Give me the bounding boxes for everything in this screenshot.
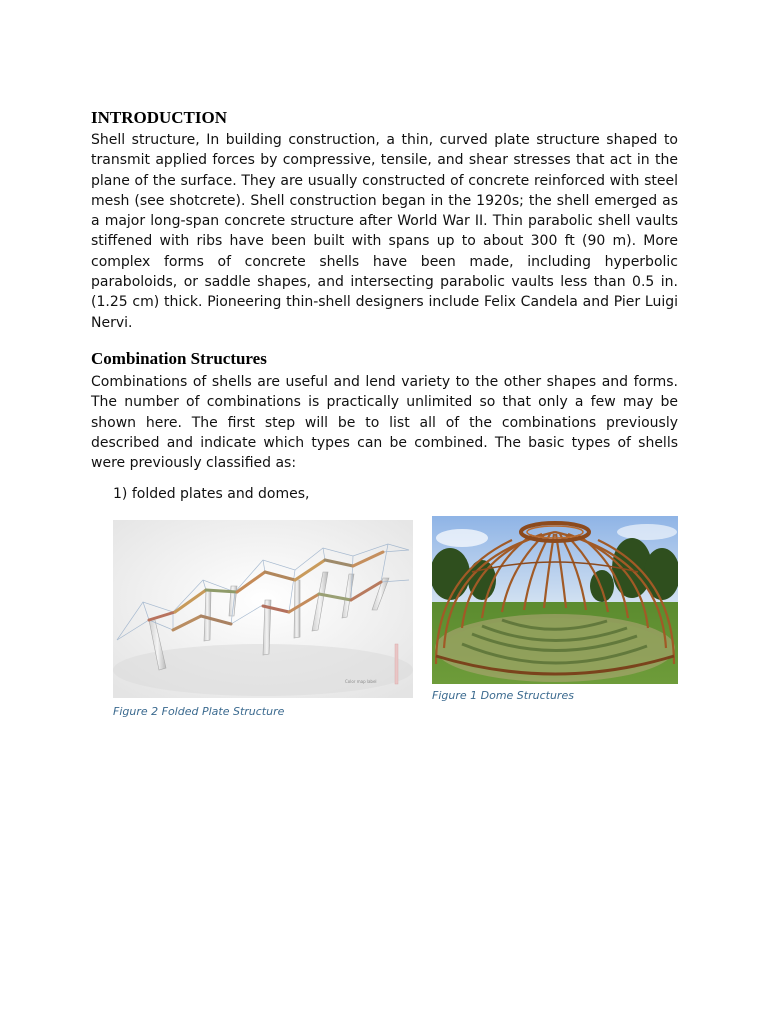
combination-heading: Combination Structures (91, 349, 267, 368)
folded-plate-caption: Figure 2 Folded Plate Structure (113, 705, 285, 718)
stress-legend-label: Color map label (345, 679, 377, 684)
combination-paragraph: Combinations of shells are useful and lend variety to the other shapes and forms. The number of combinations is practically unlimited so that only a few may be shown here. The first step will be to list all of the combinations previously described and indicate which types can be combined. The basic types of shells were previously classified as: (91, 374, 678, 472)
stress-legend-bar (395, 644, 398, 684)
list-item-folded-plates-domes: 1) folded plates and domes, (113, 486, 310, 502)
dome-caption: Figure 1 Dome Structures (432, 689, 574, 702)
folded-plate-illustration (113, 520, 413, 698)
folded-plate-figure (113, 520, 413, 698)
dome-photo (432, 516, 678, 684)
intro-heading: INTRODUCTION (91, 108, 228, 127)
dome-figure (432, 516, 678, 684)
intro-paragraph: Shell structure, In building construction, a thin, curved plate structure shaped to transmit applied forces by compressive, tensile, and shear stresses that act in the plane of the surface. They are usually constructed of concrete reinforced with steel mesh (see shotcrete). Shell construction began in the 1920s; the shell emerged as a major long-span concrete structure after World War II. Thin parabolic shell vaults stiffened with ribs have been built with spans up to about 300 ft (90 m). More complex forms of concrete shells have been made, including hyperbolic paraboloids, or saddle shapes, and intersecting parabolic vaults less than 0.5 in. (1.25 cm) thick. Pioneering thin-shell designers include Felix Candela and Pier Luigi Nervi. (91, 132, 678, 331)
